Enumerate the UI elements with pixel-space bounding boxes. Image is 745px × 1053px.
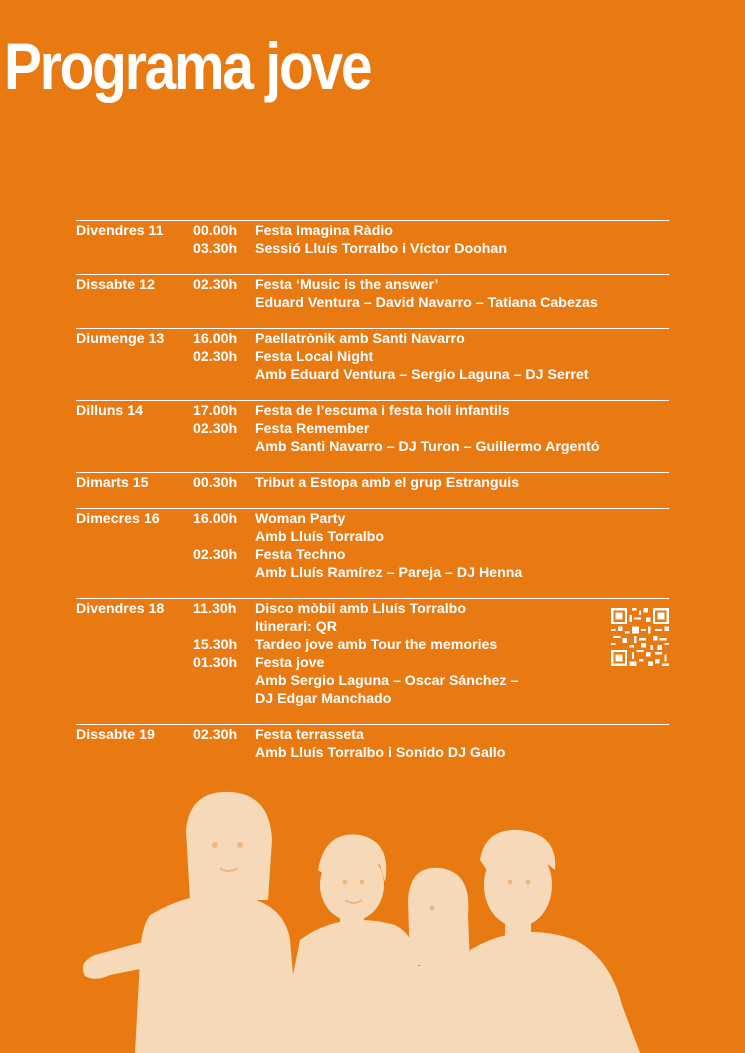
event-time: 16.00h — [193, 331, 238, 347]
event-description: Festa jove — [255, 655, 325, 671]
event-time — [193, 438, 255, 456]
schedule-row — [76, 564, 669, 582]
person-silhouette — [460, 830, 640, 1053]
schedule-table — [76, 220, 669, 778]
schedule-row — [76, 474, 669, 492]
schedule-row — [76, 726, 669, 744]
schedule-row — [76, 690, 669, 708]
schedule-day — [76, 598, 669, 708]
schedule-row — [76, 420, 669, 438]
schedule-row — [76, 348, 669, 366]
schedule-day — [76, 274, 669, 312]
schedule-row — [76, 744, 669, 762]
event-description: Amb Lluís Torralbo — [255, 529, 385, 545]
event-time: 15.30h — [193, 637, 238, 653]
day-label — [76, 438, 193, 456]
event-description: Festa Local Night — [255, 349, 374, 365]
person-silhouette — [83, 792, 300, 1053]
schedule-row — [76, 402, 669, 420]
schedule-row — [76, 330, 669, 348]
day-label — [76, 654, 193, 672]
event-description: Festa Techno — [255, 547, 346, 563]
event-description: Amb Santi Navarro – DJ Turon – Guillermo Argentó — [255, 439, 600, 455]
schedule-row — [76, 618, 669, 636]
schedule-row — [76, 528, 669, 546]
event-time: 02.30h — [193, 349, 238, 365]
schedule-row — [76, 240, 669, 258]
event-description: Paellatrònik amb Santi Navarro — [255, 331, 465, 347]
group-photo-illustration — [0, 790, 745, 1053]
event-time: 02.30h — [193, 727, 238, 743]
event-description: Eduard Ventura – David Navarro – Tatiana Cabezas — [255, 295, 598, 311]
day-label: Dimarts 15 — [76, 475, 149, 491]
schedule-day — [76, 508, 669, 582]
day-label — [76, 744, 193, 762]
schedule-day — [76, 220, 669, 258]
day-label: Dissabte 19 — [76, 727, 155, 743]
schedule-row — [76, 510, 669, 528]
event-time: 02.30h — [193, 277, 238, 293]
event-time: 00.00h — [193, 223, 238, 239]
schedule-row — [76, 276, 669, 294]
day-label — [76, 672, 193, 690]
day-label: Dilluns 14 — [76, 403, 144, 419]
schedule-row — [76, 654, 669, 672]
day-label — [76, 294, 193, 312]
event-description: Disco mòbil amb Lluís Torralbo — [255, 601, 466, 617]
schedule-row — [76, 222, 669, 240]
schedule-day — [76, 400, 669, 456]
event-description: Amb Lluís Ramírez – Pareja – DJ Henna — [255, 565, 523, 581]
event-time: 02.30h — [193, 547, 238, 563]
day-label — [76, 366, 193, 384]
day-label: Dimecres 16 — [76, 511, 160, 527]
event-description: Festa ‘Music is the answer’ — [255, 277, 439, 293]
event-description: Itinerari: QR — [255, 619, 337, 635]
schedule-row — [76, 600, 669, 618]
event-description: Festa Remember — [255, 421, 370, 437]
day-label — [76, 240, 193, 258]
day-label: Divendres 18 — [76, 601, 165, 617]
day-label — [76, 618, 193, 636]
event-description: Woman Party — [255, 511, 346, 527]
event-time: 11.30h — [193, 601, 237, 617]
event-description: Festa terrasseta — [255, 727, 364, 743]
day-label — [76, 564, 193, 582]
schedule-day — [76, 724, 669, 762]
day-label: Dissabte 12 — [76, 277, 155, 293]
event-time — [193, 618, 255, 636]
event-time — [193, 294, 255, 312]
event-time: 00.30h — [193, 475, 238, 491]
day-label — [76, 348, 193, 366]
event-time — [193, 564, 255, 582]
event-time: 01.30h — [193, 655, 238, 671]
event-time: 16.00h — [193, 511, 238, 527]
event-description: DJ Edgar Manchado — [255, 691, 392, 707]
schedule-day — [76, 472, 669, 492]
day-label: Diumenge 13 — [76, 331, 165, 347]
event-time — [193, 528, 255, 546]
schedule-row — [76, 636, 669, 654]
day-label: Divendres 11 — [76, 223, 164, 239]
day-label — [76, 690, 193, 708]
day-label — [76, 420, 193, 438]
page-title: Programa jove — [4, 29, 371, 103]
day-label — [76, 636, 193, 654]
event-description: Tribut a Estopa amb el grup Estranguis — [255, 475, 520, 491]
event-description: Festa Imagina Ràdio — [255, 223, 393, 239]
schedule-day — [76, 328, 669, 384]
event-description: Amb Lluís Torralbo i Sonido DJ Gallo — [255, 745, 506, 761]
schedule-row — [76, 294, 669, 312]
event-description: Amb Eduard Ventura – Sergio Laguna – DJ Serret — [255, 367, 589, 383]
event-description: Sessió Lluís Torralbo i Víctor Doohan — [255, 241, 507, 257]
event-description: Amb Sergio Laguna – Oscar Sánchez – — [255, 673, 519, 689]
event-time — [193, 366, 255, 384]
schedule-row — [76, 546, 669, 564]
schedule-row — [76, 366, 669, 384]
event-time: 03.30h — [193, 241, 238, 257]
day-label — [76, 528, 193, 546]
event-time — [193, 672, 255, 690]
event-time: 17.00h — [193, 403, 238, 419]
day-label — [76, 546, 193, 564]
schedule-row — [76, 438, 669, 456]
event-description: Tardeo jove amb Tour the memories — [255, 637, 498, 653]
event-time — [193, 690, 255, 708]
event-time — [193, 744, 255, 762]
schedule-row — [76, 672, 669, 690]
qr-code-icon[interactable] — [611, 608, 669, 666]
event-description: Festa de l’escuma i festa holi infantils — [255, 403, 510, 419]
event-time: 02.30h — [193, 421, 238, 437]
